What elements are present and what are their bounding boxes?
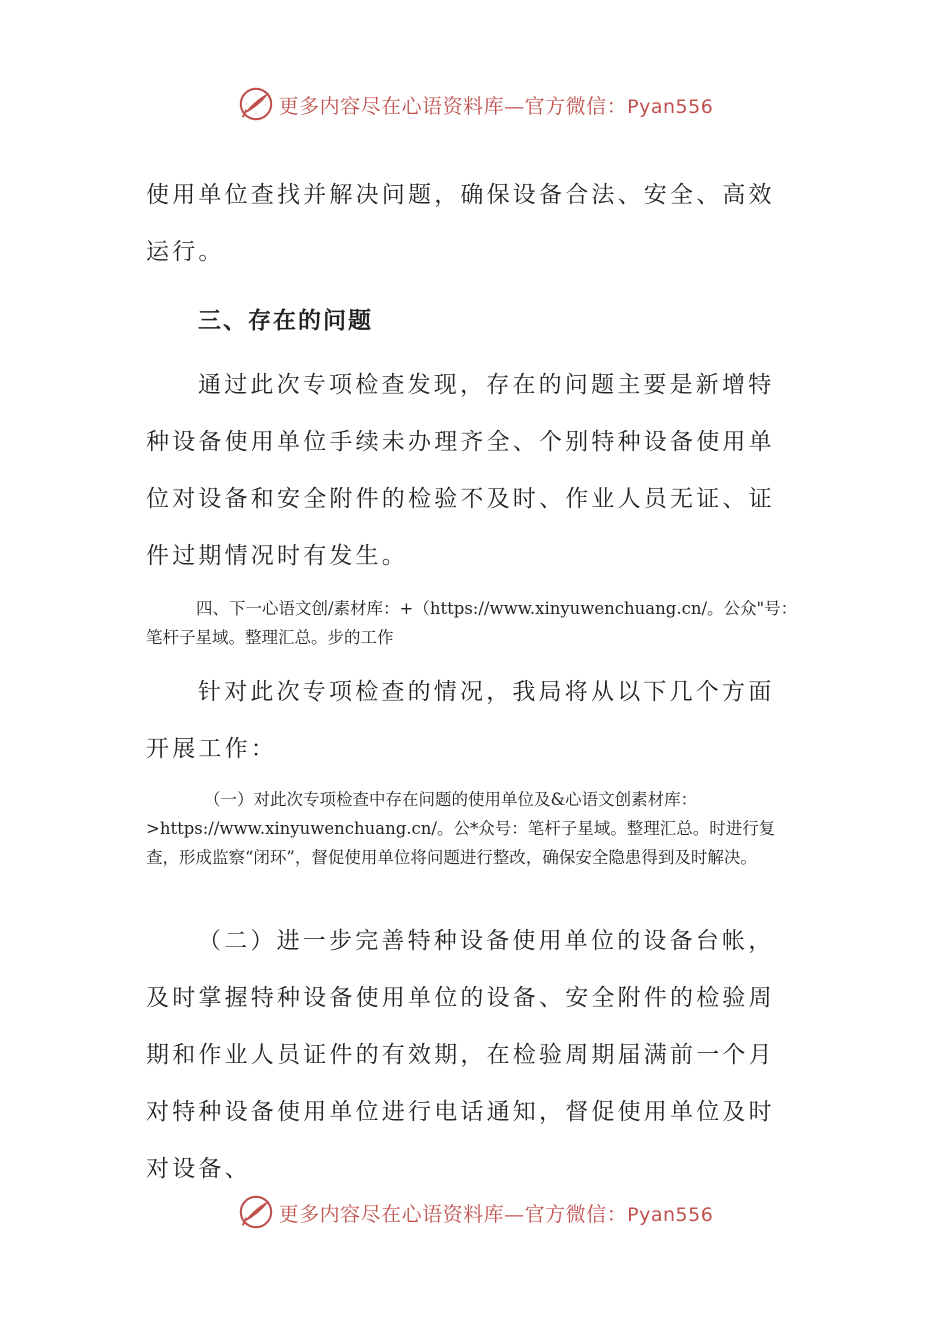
paragraph-work-intro: 针对此次专项检查的情况，我局将从以下几个方面开展工作：: [146, 679, 775, 762]
header-banner: [0, 84, 950, 124]
paragraph-item-two: （二）进一步完善特种设备使用单位的设备台帐，及时掌握特种设备使用单位的设备、安全附件的检验周期和作业人员证件的有效期，在检验周期届满前一个月对特种设备使用单位进行电话通知，督促使用单位及时对设备、: [146, 928, 775, 1182]
paragraph-next-steps-heading: 四、下一心语文创/素材库：+（https://www.xinyuwenchuang.cn/。公众"号：笔杆子星域。整理汇总。步的工作: [146, 599, 798, 647]
banner-text: [279, 90, 714, 119]
banner-wechat-id: Pyan556: [627, 1203, 714, 1226]
footer-banner: [0, 1192, 950, 1232]
banner-text-cn: 更多内容尽在心语资料库—官方微信：: [278, 93, 628, 118]
paragraph-problems: 通过此次专项检查发现，存在的问题主要是新增特种设备使用单位手续未办理齐全、个别特种设备使用单位对设备和安全附件的检验不及时、作业人员无证、证件过期情况时有发生。: [146, 372, 775, 569]
quill-logo-icon: [237, 1193, 275, 1231]
banner-wechat-id: Pyan556: [627, 95, 714, 118]
quill-logo-icon: [237, 85, 275, 123]
paragraph-continuation: 使用单位查找并解决问题，确保设备合法、安全、高效运行。: [146, 182, 775, 265]
section-heading-problems: 三、存在的问题: [198, 307, 373, 334]
banner-text: [279, 1198, 714, 1227]
banner-text-cn: 更多内容尽在心语资料库—官方微信：: [278, 1201, 628, 1226]
paragraph-item-one: （一）对此次专项检查中存在问题的使用单位及&心语文创素材库：>https://www.xinyuwenchuang.cn/。公*众号：笔杆子星域。整理汇总。时进行复查，形成监察“闭环”，督促使用单位将问题进行整改，确保安全隐患得到及时解决。: [146, 790, 776, 867]
